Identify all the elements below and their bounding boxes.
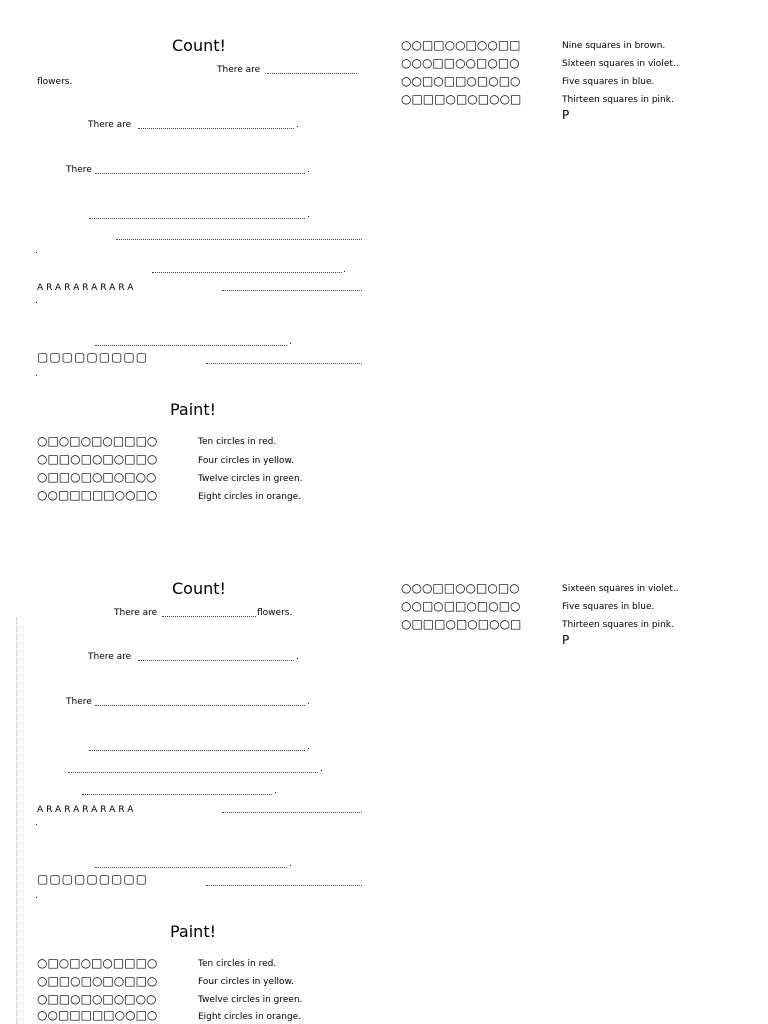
shape-row: ○○□□□□□○○□○ bbox=[37, 1008, 158, 1022]
cup-glyphs: ▢▢▢▢▢▢▢▢▢ bbox=[37, 350, 149, 364]
answer-tail: flowers. bbox=[37, 77, 73, 87]
shape-row: ○○○□□○○□○□○ bbox=[401, 56, 520, 70]
stray-letter: P bbox=[562, 633, 570, 647]
shape-row: ○□□○□○□○□○○ bbox=[37, 470, 157, 484]
shape-row: ○□○□○□○□□□○ bbox=[37, 434, 158, 448]
paint-instruction: Five squares in blue. bbox=[562, 77, 655, 87]
answer-tail: flowers. bbox=[257, 608, 293, 618]
paint-instruction: Twelve circles in green. bbox=[198, 474, 303, 484]
shape-row: ○□○□○□○□□□○ bbox=[37, 956, 158, 970]
shape-row: ○□□□○□○□○○□ bbox=[401, 92, 522, 106]
count-title: Count! bbox=[172, 579, 226, 598]
answer-line[interactable] bbox=[267, 73, 357, 74]
answer-line[interactable] bbox=[116, 239, 362, 240]
paint-instruction: Nine squares in brown. bbox=[562, 41, 666, 51]
paint-instruction: Thirteen squares in pink. bbox=[562, 620, 674, 630]
paint-instruction: Four circles in yellow. bbox=[198, 456, 294, 466]
answer-line[interactable] bbox=[206, 363, 362, 364]
glyph-row: ARARARARARA bbox=[37, 283, 137, 293]
answer-line[interactable] bbox=[138, 660, 294, 661]
count-title: Count! bbox=[172, 36, 226, 55]
answer-prompt: There are bbox=[114, 608, 158, 618]
shape-row: ○○□○□□○□○□○ bbox=[401, 599, 521, 613]
paint-instruction: Ten circles in red. bbox=[198, 437, 277, 447]
answer-line[interactable] bbox=[89, 750, 305, 751]
shape-row: ○○□□○○□○○□□ bbox=[401, 38, 521, 52]
paint-instruction: Four circles in yellow. bbox=[198, 977, 294, 987]
paint-instruction: Ten circles in red. bbox=[198, 959, 277, 969]
answer-line[interactable] bbox=[138, 128, 294, 129]
paint-instruction: Twelve circles in green. bbox=[198, 995, 303, 1005]
paint-instruction: Thirteen squares in pink. bbox=[562, 95, 674, 105]
shape-row: ○○□○□□○□○□○ bbox=[401, 74, 521, 88]
answer-prompt: There are bbox=[88, 652, 132, 662]
answer-line[interactable] bbox=[222, 812, 362, 813]
paint-instruction: Five squares in blue. bbox=[562, 602, 655, 612]
paint-instruction: Eight circles in orange. bbox=[198, 492, 302, 502]
cup-glyphs: ▢▢▢▢▢▢▢▢▢ bbox=[37, 872, 149, 886]
paint-instruction: Sixteen squares in violet.. bbox=[562, 584, 679, 594]
answer-line[interactable] bbox=[152, 272, 342, 273]
answer-line[interactable] bbox=[89, 218, 305, 219]
shape-row: ○□□○□○□○□□○ bbox=[37, 452, 158, 466]
paint-instruction: Eight circles in orange. bbox=[198, 1012, 302, 1022]
answer-line[interactable] bbox=[206, 885, 362, 886]
shape-row: ○□□○□○□○□○○ bbox=[37, 992, 157, 1006]
answer-prompt: There bbox=[66, 697, 92, 707]
shape-row: ○○○□□○○□○□○ bbox=[401, 581, 520, 595]
shape-row: ○□□○□○□○□□○ bbox=[37, 974, 158, 988]
stray-letter: P bbox=[562, 108, 570, 122]
answer-prompt: There are bbox=[88, 120, 132, 130]
answer-prompt: There bbox=[66, 165, 92, 175]
paint-title: Paint! bbox=[170, 400, 217, 419]
shape-row: ○□□□○□○□○○□ bbox=[401, 617, 522, 631]
margin-line bbox=[16, 618, 17, 1024]
answer-line[interactable] bbox=[95, 345, 287, 346]
glyph-row: ARARARARARA bbox=[37, 805, 137, 815]
answer-line[interactable] bbox=[222, 290, 362, 291]
answer-line[interactable] bbox=[95, 867, 287, 868]
answer-line[interactable] bbox=[162, 616, 256, 617]
paint-title: Paint! bbox=[170, 922, 217, 941]
paint-instruction: Sixteen squares in violet.. bbox=[562, 59, 679, 69]
shape-row: ○○□□□□□○○□○ bbox=[37, 488, 158, 502]
answer-line[interactable] bbox=[95, 705, 305, 706]
answer-line[interactable] bbox=[82, 794, 272, 795]
answer-line[interactable] bbox=[95, 173, 305, 174]
answer-line[interactable] bbox=[68, 772, 318, 773]
answer-prompt: There are bbox=[217, 65, 261, 75]
